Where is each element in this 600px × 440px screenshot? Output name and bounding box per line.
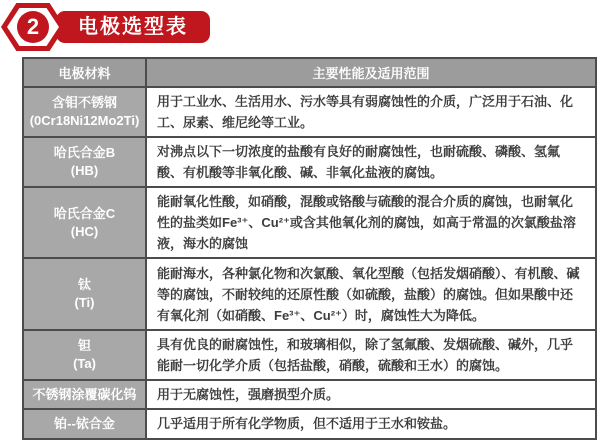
material-cell: [23, 409, 146, 438]
table-row: [23, 409, 596, 438]
material-code: (Ti): [74, 295, 95, 311]
material-name: 含钼不锈钢: [51, 94, 117, 110]
material-code: (Ta): [73, 356, 96, 372]
material-name: 铂--铱合金: [54, 415, 115, 431]
table-row: [23, 187, 596, 258]
performance-cell: 对沸点以下一切浓度的盐酸有良好的耐腐蚀性，也耐硫酸、磷酸、氢氟酸、有机酸等非氧化酸、碱、非氧化盐液的腐蚀。: [146, 137, 596, 187]
step-badge: [1, 3, 65, 51]
material-name: 哈氏合金C: [53, 205, 116, 221]
material-cell: [23, 187, 146, 258]
material-name: 钽: [77, 338, 91, 354]
table-row: [23, 87, 596, 137]
material-cell: [23, 330, 146, 380]
material-cell: [23, 380, 146, 409]
badge-number: 2: [17, 11, 49, 43]
material-cell: [23, 137, 146, 187]
table-row: [23, 380, 596, 409]
table-row: [23, 330, 596, 380]
material-name: 哈氏合金B: [53, 144, 116, 160]
performance-cell: 具有优良的耐腐蚀性，和玻璃相似，除了氢氟酸、发烟硫酸、碱外，几乎能耐一切化学介质（包括盐酸，硝酸，硫酸和王水）的腐蚀。: [146, 330, 596, 380]
electrode-selection-table: [22, 57, 597, 440]
table-row: [23, 137, 596, 187]
page-title: 电极选型表: [56, 11, 210, 43]
material-code: (HB): [70, 163, 99, 179]
material-cell: [23, 258, 146, 330]
material-cell: [23, 87, 146, 137]
table-row: [23, 258, 596, 330]
table-header-row: [23, 58, 596, 87]
header-performance: 主要性能及适用范围: [146, 58, 596, 87]
header-material: 电极材料: [23, 58, 146, 87]
performance-cell: 用于工业水、生活用水、污水等具有弱腐蚀性的介质，广泛用于石油、化工、尿素、维尼纶等工业。: [146, 87, 596, 137]
performance-cell: 几乎适用于所有化学物质，但不适用于王水和铵盐。: [146, 409, 596, 438]
page-header: [0, 0, 600, 55]
performance-cell: 能耐氧化性酸，如硝酸，混酸或铬酸与硫酸的混合介质的腐蚀，也耐氧化性的盐类如Fe³⁺、Cu²⁺或含其他氧化剂的腐蚀，如高于常温的次氯酸盐溶液，海水的腐蚀: [146, 187, 596, 258]
material-name: 钛: [77, 277, 91, 293]
material-name: 不锈钢涂覆碳化钨: [32, 386, 137, 402]
performance-cell: 用于无腐蚀性，强磨损型介质。: [146, 380, 596, 409]
performance-cell: 能耐海水，各种氯化物和次氯酸、氧化型酸（包括发烟硝酸）、有机酸、碱等的腐蚀，不耐较纯的还原性酸（如硫酸，盐酸）的腐蚀。但如果酸中还有氧化剂（如硝酸、Fe³⁺、Cu²⁺）时，腐蚀性大为降低。: [146, 258, 596, 330]
material-code: (HC): [70, 223, 99, 239]
material-code: (0Cr18Ni12Mo2Ti): [29, 113, 140, 129]
